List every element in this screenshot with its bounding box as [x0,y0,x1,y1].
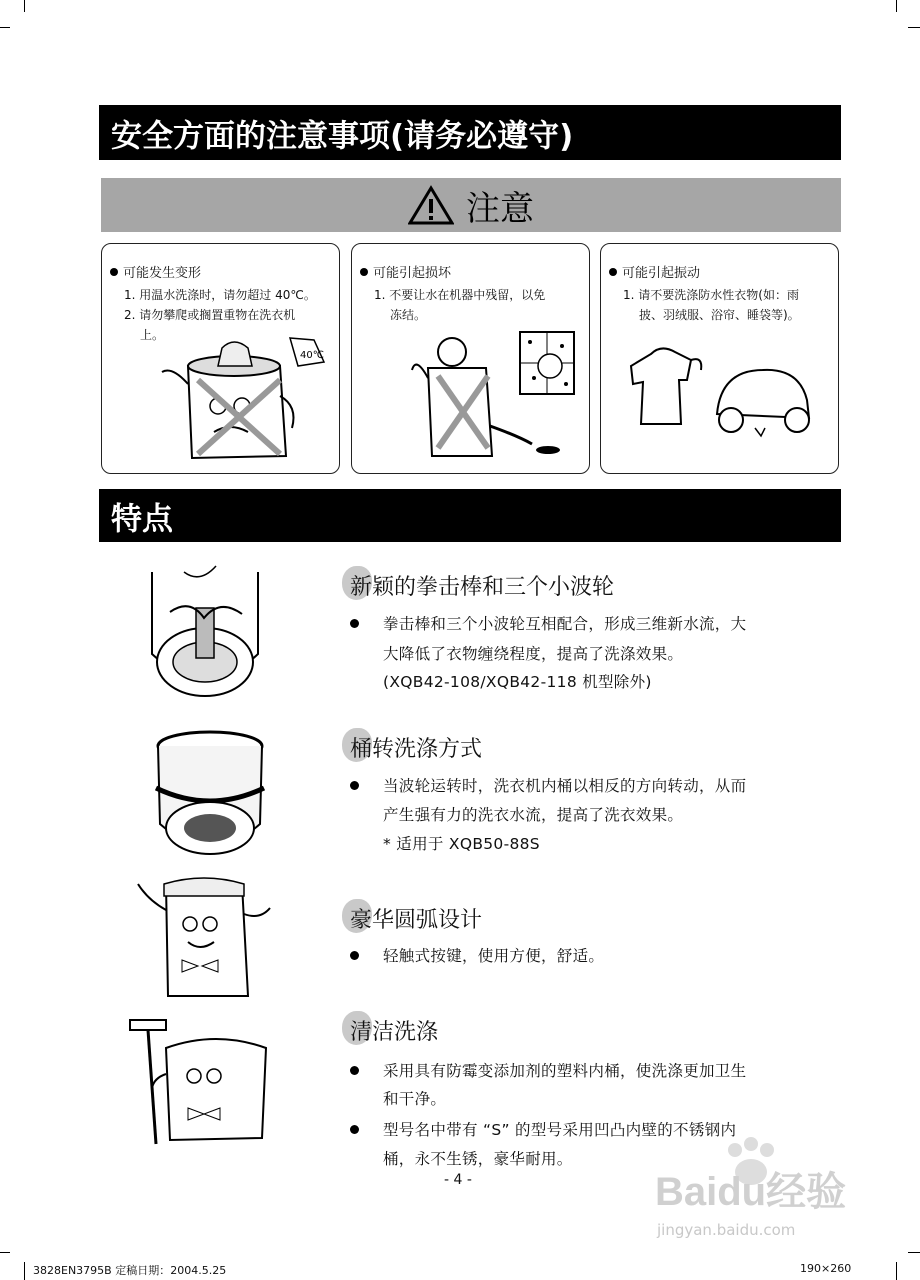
feature-line: 轻触式按键，使用方便，舒适。 [383,947,605,965]
warning-triangle-icon [408,185,454,225]
footer-doc-code: 3828EN3795B 定稿日期：2004.5.25 [33,1264,227,1277]
feature-title [350,903,482,934]
feature-title [350,1015,438,1046]
caution-line: 上。 [140,328,165,342]
waterproof-items-illustration [621,340,831,450]
crop-mark [908,1252,920,1253]
feature-line: 采用具有防霉变添加剂的塑料内桶，使洗涤更加卫生 [383,1062,747,1080]
washer-mop-illustration [126,1018,276,1146]
temperature-tag-text: 40℃ [300,350,324,361]
caution-line: 1. 请不要洗涤防水性衣物(如：雨 [623,288,799,302]
caution-box-damage [351,243,590,474]
bullet-icon [350,781,359,790]
feature-line: * 适用于 XQB50-88S [383,835,540,853]
crop-mark [0,1252,10,1253]
caution-line: 冻结。 [390,308,427,322]
caution-box-title-text: 可能引起振动 [622,266,701,281]
bullet-icon [350,1125,359,1134]
feature-line: 大降低了衣物缠绕程度，提高了洗涤效果。 [383,645,684,663]
bullet-icon [360,268,368,276]
watermark-brand: Baidu经验 [655,1170,847,1214]
caution-box-title [110,262,201,281]
caution-label: 注意 [466,188,534,229]
feature-line: 型号名中带有 “S” 的型号采用凹凸内壁的不锈钢内 [383,1121,737,1139]
caution-line: 披、羽绒服、浴帘、睡袋等)。 [639,308,800,322]
caution-box-title-text: 可能发生变形 [123,266,202,281]
feature-title-text: 桶转洗涤方式 [350,737,483,762]
feature-line: 桶，永不生锈，豪华耐用。 [383,1150,573,1168]
baidu-watermark [655,1140,847,1239]
section-heading-features [99,489,841,542]
bullet-icon [110,268,118,276]
caution-box-deformation [101,243,340,474]
feature-title-text: 清洁洗涤 [350,1020,439,1045]
caution-line: 1. 用温水洗涤时，请勿超过 40℃。 [124,288,316,302]
section-heading-features-text: 特点 [111,501,173,537]
pulsator-illustration [140,558,270,704]
footer-size: 190×260 [800,1262,852,1275]
crop-mark [24,1262,25,1280]
bullet-icon [350,951,359,960]
caution-box-vibration [600,243,839,474]
feature-title [350,570,614,601]
caution-box-title [360,262,451,281]
crop-mark [908,27,920,28]
caution-box-title-text: 可能引起损坏 [373,266,452,281]
caution-line: 2. 请勿攀爬或搁置重物在洗衣机 [124,308,296,322]
page-number: - 4 - [444,1172,472,1188]
washer-mascot-illustration [134,870,274,1006]
washer-freezing-illustration [402,326,582,466]
feature-line: 拳击棒和三个小波轮互相配合，形成三维新水流，大 [383,615,747,633]
caution-banner [101,178,841,232]
crop-mark [0,27,10,28]
crop-mark [24,0,25,12]
crop-mark [896,1262,897,1280]
feature-title [350,732,482,763]
feature-line: 和干净。 [383,1090,447,1108]
feature-line: 当波轮运转时，洗衣机内桶以相反的方向转动，从而 [383,777,747,795]
section-heading-safety [99,105,841,160]
caution-box-title [609,262,700,281]
crop-mark [896,0,897,12]
feature-title-text: 豪华圆弧设计 [350,908,483,933]
rotating-tub-illustration [150,728,270,862]
caution-line: 1. 不要让水在机器中残留，以免 [374,288,546,302]
washer-climbing-illustration [152,336,332,468]
section-heading-safety-text: 安全方面的注意事项(请务必遵守) [111,118,574,154]
bullet-icon [609,268,617,276]
bullet-icon [350,1066,359,1075]
feature-line: 产生强有力的洗衣水流，提高了洗衣效果。 [383,806,684,824]
feature-line: (XQB42-108/XQB42-118 机型除外) [383,673,652,691]
bullet-icon [350,619,359,628]
feature-title-text: 新颖的拳击棒和三个小波轮 [350,575,615,600]
watermark-url: jingyan.baidu.com [657,1221,796,1239]
